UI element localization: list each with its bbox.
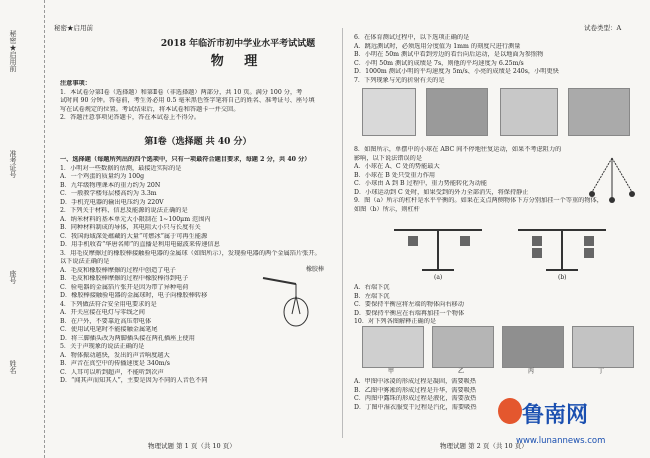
lever-figure	[388, 218, 618, 282]
lever-label-b: (b)	[558, 274, 567, 281]
question-line: A．毛皮和橡胶棒摩擦的过程中创造了电子	[60, 266, 176, 274]
question-line: B．乙图中雾凇的形成过程是升华，需要吸热	[354, 386, 477, 394]
question-line: D．1000m 测试小明的平均速度为 5m/s、小亮的成绩是 240s，小明更快	[354, 68, 559, 75]
question-line: A．甲图中冰凌的形成过程是凝固，需要吸热	[354, 378, 477, 385]
question-line: A．小球在 A、C 处的势能最大	[354, 163, 440, 170]
question-line: D．小球运动到 C 处时，如果受到的外力全部消失，将保持静止	[354, 188, 529, 196]
fig-label-ding: 丁	[598, 368, 605, 375]
question-line: C．一般教学楼每层楼高约为 3.3m	[60, 190, 157, 197]
question-line: B．九年级物理课本的重力约为 20N	[60, 181, 161, 189]
question-line: C．小球由 A 到 B 过程中，重力势能转化为动能	[354, 180, 487, 187]
notes	[60, 80, 336, 123]
question-line: B．同种材料制成的导体，其电阻大小只与长度有关	[60, 224, 201, 231]
question-line: A．跳远测试时，必须选用分度值为 1mm 的刻度尺进行测量	[354, 42, 521, 50]
question-line: 6．在体育测试过程中，以下选项正确的是	[354, 34, 470, 41]
question-line: 7．下列现象与光的折射有关的是	[354, 76, 445, 84]
question-line: C．小明 50m 测试的成绩是 7s，则他的平均速度为 6.25m/s	[354, 59, 524, 67]
question-line: A．物体振动越快，发出的声音响度越大	[60, 351, 170, 359]
site-logo	[498, 392, 648, 456]
pinhole-figure	[362, 88, 416, 136]
note-line: 1．本试卷分第Ⅰ卷（选择题）和第Ⅱ卷（非选择题）两部分，共 10 页。满分 100 分，考	[60, 88, 303, 96]
question-line: D．手机充电器的输出电压约为 220V	[60, 198, 164, 206]
binding-seat: 座号	[9, 270, 17, 284]
binding-margin	[0, 0, 45, 458]
note-line: 2．答题注意事项见答题卡，答在本试卷上不得分。	[60, 114, 201, 121]
question-line: 2．下列关于材料、信息及能源的说法正确的是	[60, 207, 188, 214]
note-line: 写在试卷规定的位置。考试结束后，将本试卷和答题卡一并交回。	[60, 105, 240, 113]
notes-heading: 注意事项：	[60, 80, 91, 87]
question-line: A．右端下沉	[354, 284, 390, 291]
question-9-options	[354, 284, 630, 327]
section-heading: 第Ⅰ卷（选择题 共 40 分）	[144, 137, 252, 147]
logo-url: www.lunannews.com	[516, 436, 606, 446]
question-line: C．人耳可以听到超声，不能听到次声	[60, 368, 164, 376]
question-line: B．声音在真空中的传播速度是 340m/s	[60, 360, 170, 367]
fig-label-yi: 乙	[458, 368, 465, 375]
question-line: 3．用毛皮摩擦过的橡胶棒接触验电器的金属球（如图所示），发现验电器的两个金属箔片张开。	[60, 249, 321, 257]
lever-label-a: (a)	[434, 274, 443, 281]
question-line: A．开关应接在电灯与零线之间	[60, 309, 145, 316]
clothes-photo	[572, 326, 634, 368]
rod-label: 橡胶棒	[306, 266, 325, 273]
question-line: C．丙图中露珠的形成过程是液化，需要放热	[354, 395, 477, 402]
question-line: C．要保持平衡应将左端的物体向右移动	[354, 301, 464, 308]
question-line: B．小球在 B 处只受重力作用	[354, 171, 436, 179]
question-line: D．橡胶棒接触验电器的金属球时，电子向橡胶棒转移	[60, 292, 208, 299]
question-intro: 一、选择题（每题所列出的四个选项中，只有一项最符合题目要求，每题 2 分，共 40 分）	[60, 156, 311, 163]
binding-name: 姓名	[9, 360, 17, 374]
logo-icon	[498, 398, 522, 424]
spoon-photo	[568, 88, 630, 136]
question-line: D．将三脚插头改为两脚插头接在两孔插座上使用	[60, 334, 195, 342]
question-line: C．使用试电笔时不能接触金属笔尾	[60, 326, 158, 333]
question-line: C．验电器的金属箔片张开是因为带了异种电荷	[60, 283, 189, 291]
question-line: 8．如图所示，单摆中的小球在 ABC 间不停地往复运动，如果不考虑阻力的	[354, 146, 562, 153]
question-line: 1．小明对一些数据的估测，最接近实际的是	[60, 164, 182, 172]
question-line: 10．对下列各图解释正确的是	[354, 318, 437, 325]
page-footer-left: 物理试题 第 1 页（共 10 页）	[148, 442, 236, 450]
question-line: 4．下列做法符合安全用电要求的是	[60, 300, 157, 308]
question-line: D．用手机收看“华唐名师”的直播是利用电磁波来传递信息	[60, 241, 220, 248]
exam-title: 2018 年临沂市初中学业水平考试试题	[160, 39, 316, 49]
question-line: A．一个鸡蛋的质量约为 100g	[60, 173, 145, 180]
question-line: B．毛皮和橡胶棒摩擦的过程中橡胶棒得到电子	[60, 275, 189, 282]
question-line: 如图（b）所示，则杠杆	[354, 205, 420, 213]
question-line: A．纳米材料的基本单元大小限制在 1~100μm 范围内	[60, 215, 211, 223]
question-line: 9．图（a）所示的杠杆是水平平衡的。如果在支点两侧物体下方分别加挂一个等重的物体，	[354, 197, 603, 204]
pendulum-figure	[584, 156, 640, 212]
question-line: 5．关于声现象的说法正确的是	[60, 343, 145, 350]
questions-6-7	[354, 34, 630, 85]
page-divider	[342, 28, 343, 438]
question-line: 以下说法正确的是	[60, 258, 110, 265]
fig-label-jia: 甲	[388, 368, 395, 375]
question-line: B．在户外，不要靠近高压带电体	[60, 317, 152, 325]
paper-type: 试卷类型：A	[584, 24, 622, 32]
question-line: B．左端下沉	[354, 292, 390, 300]
reflection-photo	[426, 88, 488, 136]
logo-name: 鲁南网	[522, 403, 589, 428]
fig-label-bing: 丙	[528, 368, 535, 375]
electroscope-figure	[258, 270, 328, 330]
page-one	[48, 0, 338, 458]
question-line: B．小明在 50m 测试中看到旁边的看台向后运动，是以地面为参照物	[354, 51, 544, 58]
binding-secret: 秘密★启用前	[9, 30, 17, 72]
question-line: D．丁图中湿衣服变干过程是汽化，需要吸热	[354, 403, 477, 411]
binding-exam-no: 准考证号	[9, 150, 17, 178]
page-two	[348, 0, 644, 458]
rime-photo	[432, 326, 494, 368]
subject-title: 物 理	[210, 54, 266, 69]
question-line: C．我国海域深处蕴藏的大量“可燃冰”属于可再生能源	[60, 232, 208, 240]
dew-photo	[502, 326, 564, 368]
page-footer-right: 物理试题 第 2 页（共 10 页）	[440, 442, 528, 450]
secret-mark: 秘密★启用前	[54, 24, 93, 32]
note-line: 试时间 90 分钟。答卷前，考生务必用 0.5 毫米黑色签字笔将自己的姓名、准考证号、座号填	[60, 97, 315, 104]
question-line: D．要保持平衡应在右端再加挂一个物体	[354, 309, 465, 317]
question-line: 影响，以下说法错误的是	[354, 154, 423, 162]
shadow-figure	[500, 88, 558, 136]
question-line: D．“闻其声而知其人”，主要是因为不同的人音色不同	[60, 377, 208, 384]
icicle-photo	[362, 326, 424, 368]
